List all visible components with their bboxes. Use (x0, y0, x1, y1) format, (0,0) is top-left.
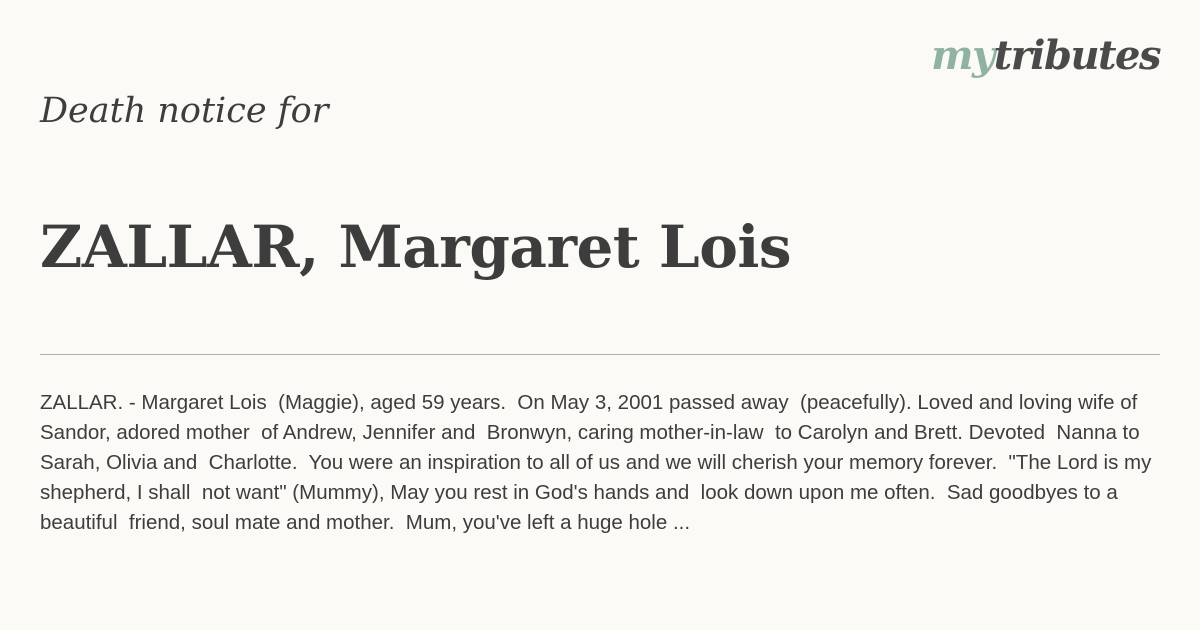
deceased-name: ZALLAR, Margaret Lois (40, 213, 792, 281)
logo-tributes-text: tributes (993, 32, 1160, 79)
mytributes-logo[interactable] (931, 32, 1160, 79)
notice-type-label: Death notice for (40, 91, 329, 131)
notice-body-text: ZALLAR. - Margaret Lois (Maggie), aged 59 years. On May 3, 2001 passed away (peacefully). Loved and loving wife of Sandor, adored mother of Andrew, Jennifer and Bronwyn, caring mother-in-law to Carolyn and Brett. Devoted Nanna to Sarah, Olivia and Charlotte. You were an inspiration to all of us and we will cherish your memory forever. "The Lord is my shepherd, I shall not want" (Mummy), May you rest in God's hands and look down upon me often. Sad goodbyes to a beautiful friend, soul mate and mother. Mum, you've left a huge hole ... (40, 391, 1158, 534)
logo-my-text: my (931, 32, 994, 79)
divider (40, 354, 1160, 355)
